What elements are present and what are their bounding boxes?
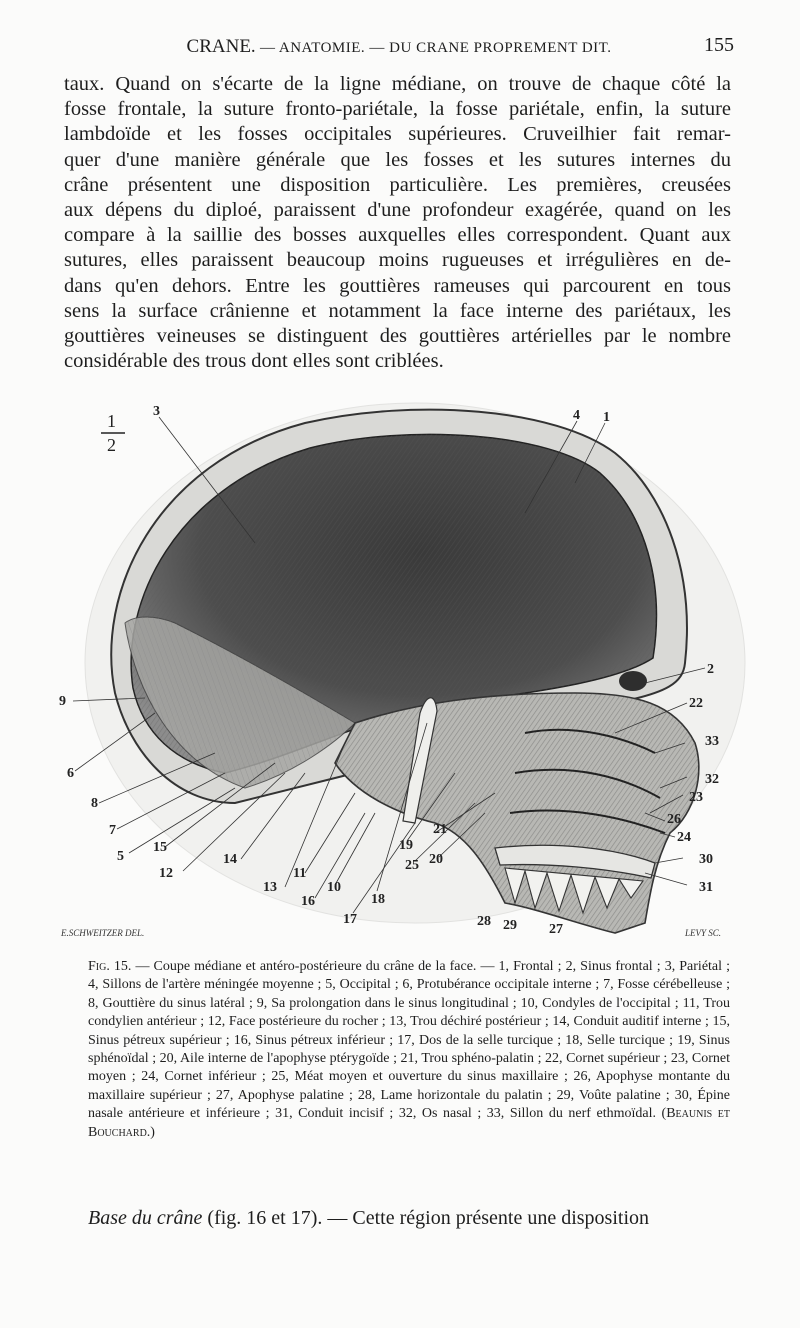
callout-17: 17: [343, 912, 357, 927]
caption-text: — Coupe médiane et antéro-postérieure du crâne de la face. — 1, Frontal ; 2, Sinus frontal ; 3, Pariétal ; 4, Sillons de l'artère méningée moyenne ; 5, Occipital ; 6, Protubérance occipitale interne ; 7, Fosse cérébelleuse ; 8, Gouttière du sinus latéral ; 9, Sa prolongation dans le sinus longitudinal ; 10, Condyles de l'occipital ; 11, Trou condylien antérieur ; 12, Face postérieure du rocher ; 13, Trou déchiré postérieur ; 14, Conduit auditif interne ; 15, Sinus pétreux supérieur ; 16, Sinus pétreux inférieur ; 17, Dos de la selle turcique ; 18, Selle turcique ; 19, Sinus sphénoïdal ; 20, Aile interne de l'apophyse ptérygoïde ; 21, Trou sphéno-palatin ; 22, Cornet supérieur ; 23, Cornet moyen ; 24, Cornet inférieur ; 25, Méat moyen et ouverture du sinus maxillaire ; 26, Apophyse montante du maxillaire supérieur ; 27, Apophyse palatine ; 28, Lame horizontale du palatin ; 29, Voûte palatine ; 30, Épine nasale antérieure et inférieure ; 31, Conduit incisif ; 32, Os nasal ; 33, Sillon du nerf ethmoïdal. (: [88, 959, 730, 1122]
figure-label: Fig. 15.: [88, 959, 132, 974]
skull-illustration: [55, 393, 755, 943]
frontal-sinus: [619, 671, 647, 691]
running-title-main: CRANE.: [186, 36, 256, 57]
callout-19: 19: [399, 838, 413, 853]
running-title-rest: — ANATOMIE. — DU CRANE PROPREMENT DIT.: [255, 40, 612, 56]
section-text: (fig. 16 et 17). — Cette région présente une disposition: [202, 1207, 649, 1229]
body-line: considérable des trous dont elles sont criblées.: [64, 350, 444, 373]
callout-2: 2: [707, 662, 714, 677]
callout-25: 25: [405, 858, 419, 873]
callout-23: 23: [689, 790, 703, 805]
callout-31: 31: [699, 880, 713, 895]
callout-13: 13: [263, 880, 277, 895]
page-header: [64, 34, 734, 64]
callout-29: 29: [503, 918, 517, 933]
callout-4: 4: [573, 408, 580, 423]
page-number: 155: [704, 34, 734, 56]
callout-8: 8: [91, 796, 98, 811]
callout-21: 21: [433, 822, 447, 837]
body-line: dans qu'en dehors. Entre les gouttières rameuses qui parcourent en tous: [64, 274, 731, 297]
callout-15: 15: [153, 840, 167, 855]
callout-9: 9: [59, 694, 66, 709]
section-heading: Base du crâne: [88, 1207, 203, 1229]
callout-22: 22: [689, 696, 703, 711]
callout-28: 28: [477, 914, 491, 929]
callout-30: 30: [699, 852, 713, 867]
running-title: [64, 36, 734, 58]
callout-32: 32: [705, 772, 719, 787]
callout-20: 20: [429, 852, 443, 867]
callout-26: 26: [667, 812, 681, 827]
skull-section-drawing: [55, 393, 755, 943]
body-line: fosse frontale, la suture fronto-pariétale, la fosse pariétale, enfin, la suture: [64, 98, 731, 121]
callout-10: 10: [327, 880, 341, 895]
body-line: compare à la saillie des bosses auxquelles elles correspondent. Quant aux: [64, 224, 731, 247]
body-line: aux dépens du diploé, paraissent d'une profondeur exagérée, quand on les: [64, 199, 731, 222]
engraver-left: E.SCHWEITZER DEL.: [61, 928, 145, 938]
callout-5: 5: [117, 849, 124, 864]
scale-denominator: 2: [107, 435, 116, 455]
body-line: gouttières veineuses se distinguent des gouttières artérielles par le nombre: [64, 325, 731, 348]
body-line: crâne présentent une disposition particulière. Les premières, creusées: [64, 173, 731, 196]
callout-7: 7: [109, 823, 116, 838]
caption-authors: Beaunis et Bouchard.: [88, 1106, 730, 1140]
callout-3: 3: [153, 404, 160, 419]
figure-caption: [88, 958, 730, 1142]
callout-27: 27: [549, 922, 563, 937]
callout-14: 14: [223, 852, 237, 867]
body-line: taux. Quand on s'écarte de la ligne médiane, on trouve de chaque côté la: [64, 73, 731, 95]
callout-18: 18: [371, 892, 385, 907]
engraver-right: LEVY SC.: [685, 928, 722, 938]
section-start: [88, 1207, 730, 1230]
scale-numerator: 1: [107, 411, 116, 431]
callout-16: 16: [301, 894, 315, 909]
callout-11: 11: [293, 866, 307, 881]
callout-12: 12: [159, 866, 173, 881]
callout-33: 33: [705, 734, 719, 749]
body-line: quer d'une manière générale que les fosses et les sutures internes du: [64, 148, 731, 171]
body-line: sutures, elles paraissent beaucoup moins rugueuses et irrégulières en de-: [64, 249, 731, 272]
body-paragraph: [64, 72, 731, 374]
body-line: lambdoïde et les fosses occipitales supérieures. Cruveilhier fait remar-: [64, 123, 731, 146]
body-line: sens la surface crânienne et notamment la face interne des pariétaux, les: [64, 299, 731, 322]
caption-close: ): [150, 1124, 155, 1140]
callout-6: 6: [67, 766, 74, 781]
callout-24: 24: [677, 830, 691, 845]
callout-1: 1: [603, 410, 610, 425]
